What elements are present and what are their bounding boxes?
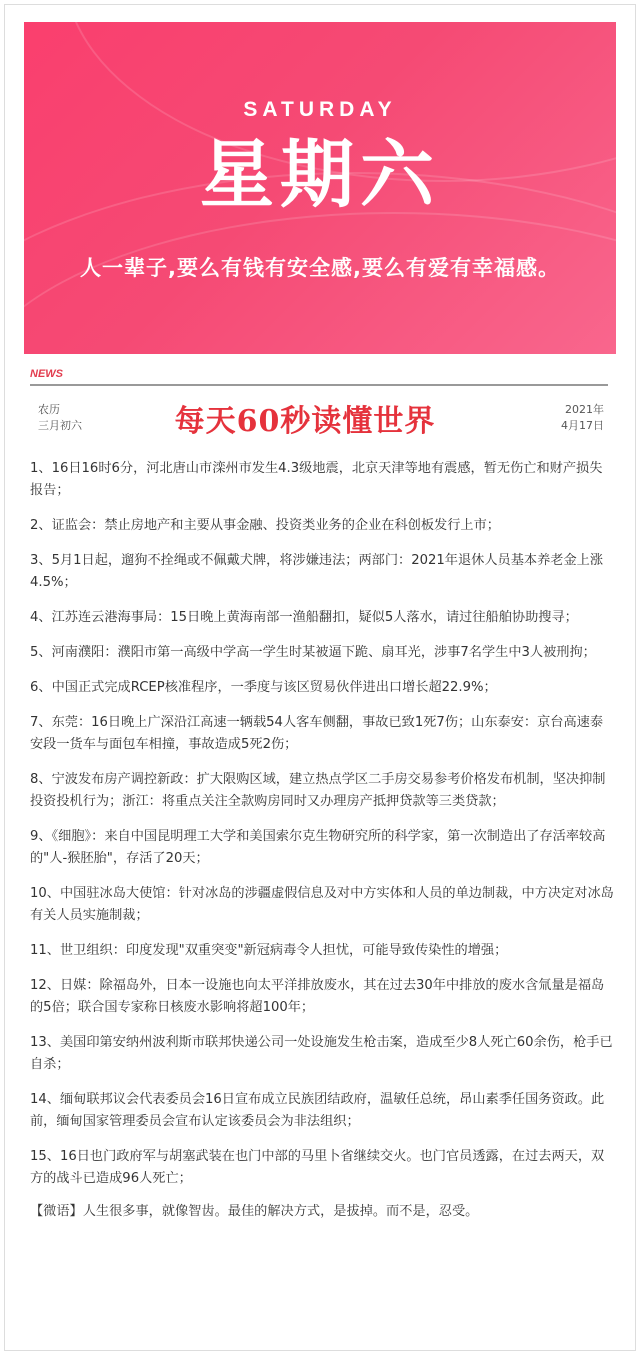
news-item: 11、世卫组织：印度发现"双重突变"新冠病毒令人担忧，可能导致传染性的增强； <box>30 943 508 958</box>
news-item: 9、《细胞》：来自中国昆明理工大学和美国索尔克生物研究所的科学家，第一次制造出了存活率较高的"人-猴胚胎"，存活了20天； <box>30 829 606 866</box>
page-title: 每天60秒读懂世界 <box>174 404 436 439</box>
banner-slogan: 人一辈子,要么有钱有安全感,要么有爱有幸福感。 <box>80 256 560 280</box>
news-item: 1、16日16时6分，河北唐山市滦州市发生4.3级地震，北京天津等地有震感，暂无伤亡和财产损失报告； <box>30 461 603 498</box>
news-item: 15、16日也门政府军与胡塞武装在也门中部的马里卜省继续交火。也门官员透露，在过去两天，双方的战斗已造成96人死亡； <box>30 1149 605 1186</box>
news-item: 7、东莞：16日晚上广深沿江高速一辆载54人客车侧翻，事故已致1死7伤；山东泰安：京台高速泰安段一货车与面包车相撞，事故造成5死2伤； <box>30 715 604 752</box>
news-list <box>30 458 614 1236</box>
news-item: 4、江苏连云港海事局：15日晚上黄海南部一渔船翻扣，疑似5人落水，请过往船舶协助搜寻； <box>30 610 578 625</box>
lunar-label: 农历 <box>38 403 60 416</box>
header-divider <box>30 384 608 386</box>
solar-year: 2021年 <box>565 403 604 416</box>
daily-quote: 【微语】人生很多事，就像智齿。最佳的解决方式，是拔掉。而不是，忍受。 <box>30 1204 479 1219</box>
lunar-date <box>38 402 82 434</box>
news-item: 5、河南濮阳：濮阳市第一高级中学高一学生时某被逼下跪、扇耳光，涉事7名学生中3人被刑拘； <box>30 645 596 660</box>
news-item: 2、证监会：禁止房地产和主要从事金融、投资类业务的企业在科创板发行上市； <box>30 518 500 533</box>
news-item: 14、缅甸联邦议会代表委员会16日宣布成立民族团结政府，温敏任总统，昂山素季任国务资政。此前，缅甸国家管理委员会宣布认定该委员会为非法组织； <box>30 1092 605 1129</box>
solar-day: 4月17日 <box>561 419 604 432</box>
lunar-day: 三月初六 <box>38 419 82 432</box>
solar-date <box>556 402 604 434</box>
weekday-chinese: 星期六 <box>200 132 440 218</box>
news-item: 10、中国驻冰岛大使馆：针对冰岛的涉疆虚假信息及对中方实体和人员的单边制裁，中方决定对冰岛有关人员实施制裁； <box>30 886 614 923</box>
news-item: 6、中国正式完成RCEP核准程序，一季度与该区贸易伙伴进出口增长超22.9%； <box>30 680 497 695</box>
news-item: 12、日媒：除福岛外，日本一设施也向太平洋排放废水，其在过去30年中排放的废水含氚量是福岛的5倍；联合国专家称日核废水影响将超100年； <box>30 978 605 1015</box>
news-item: 8、宁波发布房产调控新政：扩大限购区域，建立热点学区二手房交易参考价格发布机制，坚决抑制投资投机行为；浙江：将重点关注全款购房同时又办理房产抵押贷款等三类贷款； <box>30 772 606 809</box>
news-item: 13、美国印第安纳州波利斯市联邦快递公司一处设施发生枪击案，造成至少8人死亡60余伤，枪手已自杀； <box>30 1035 613 1072</box>
weekday-english: SATURDAY <box>243 98 397 121</box>
day-banner <box>24 22 616 354</box>
news-tag: NEWS <box>30 368 63 380</box>
news-item: 3、5月1日起，遛狗不拴绳或不佩戴犬牌，将涉嫌违法；两部门：2021年退休人员基本养老金上涨4.5%； <box>30 553 604 590</box>
